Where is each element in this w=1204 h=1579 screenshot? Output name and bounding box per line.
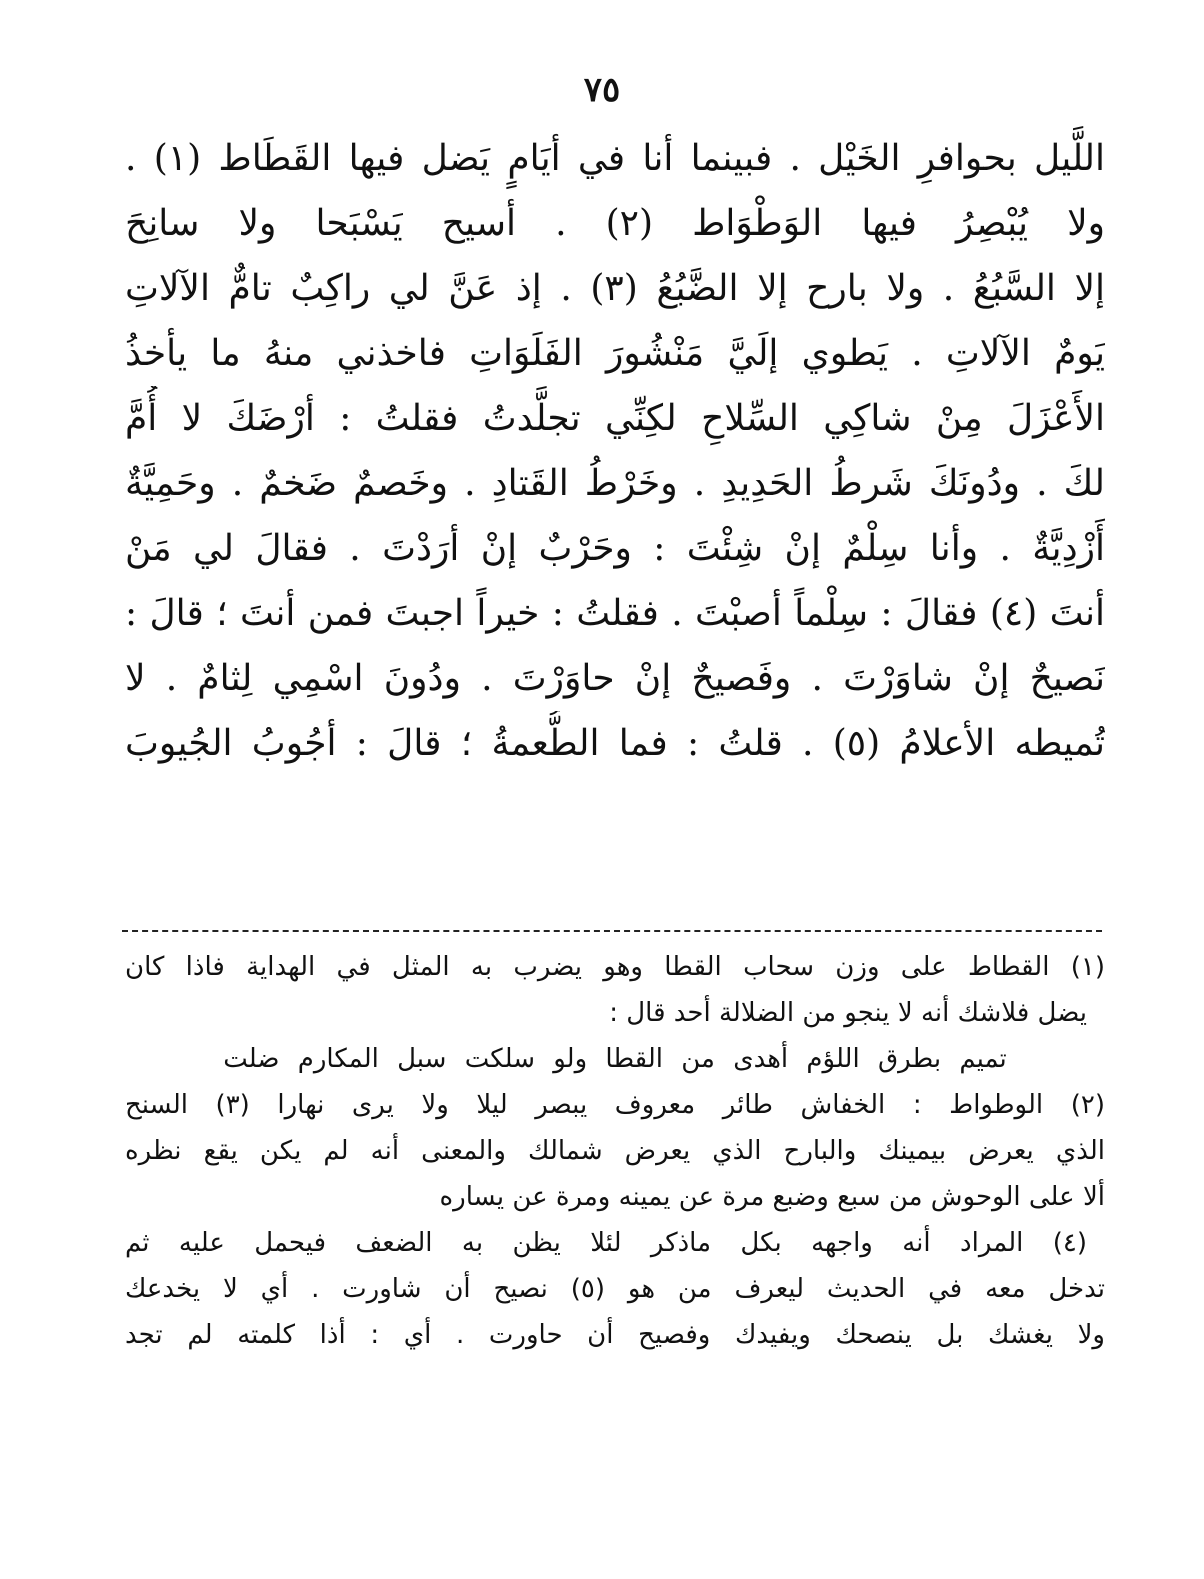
footnote-line-2: يضل فلاشك أنه لا ينجو من الضلالة أحد قال : [609, 998, 1087, 1028]
footnote-line-7: (٤) المراد أنه واجهه بكل ماذكر لئلا يظن به الضعف فيحمل عليه ثم [125, 1228, 1087, 1258]
page-number: ٧٥ [583, 70, 621, 110]
footnote-line-5: الذي يعرض بيمينك والبارح الذي يعرض شمالك والمعنى أنه لم يكن يقع نظره [125, 1136, 1105, 1166]
footnotes-block [125, 944, 1105, 1358]
main-text-line-3: إلا السَّبُعُ . ولا بارح إلا الضَّبُعُ (٣) . إذ عَنَّ لي راكِبٌ تامٌّ الآلاتِ [125, 268, 1105, 309]
main-text-line-9: نَصيحٌ إنْ شاوَرْتَ . وفَصيحٌ إنْ حاوَرْتَ . ودُونَ اسْمِي لِثامٌ . لا [125, 658, 1105, 699]
main-text-line-5: الأَعْزَلَ مِنْ شاكِي السِّلاحِ لكِنِّي تجلَّدتُ فقلتُ : أرْضَكَ لا أُمَّ [125, 398, 1105, 439]
main-text-line-8: أنتَ (٤) فقالَ : سِلْماً أصبْتَ . فقلتُ : خيراً اجبتَ فمن أنتَ ؛ قالَ : [125, 593, 1105, 634]
footnote-line-6: ألا على الوحوش من سبع وضبع مرة عن يمينه ومرة عن يساره [439, 1182, 1105, 1212]
main-text-line-4: يَومٌ الآلاتِ . يَطوي إلَيَّ مَنْشُورَ الفَلَوَاتِ فاخذني منهُ ما يأخذُ [125, 333, 1105, 374]
main-text-line-6: لكَ . ودُونَكَ شَرطُ الحَدِيدِ . وخَرْطُ القَتادِ . وخَصمٌ ضَخمٌ . وحَمِيَّةٌ [125, 463, 1105, 504]
main-text-line-7: أَزْدِيَّةٌ . وأنا سِلْمٌ إنْ شِئْتَ : وحَرْبٌ إنْ أرَدْتَ . فقالَ لي مَنْ [125, 528, 1105, 569]
footnote-line-9: ولا يغشك بل ينصحك ويفيدك وفصيح أن حاورت . أي : أذا كلمته لم تجد [125, 1320, 1105, 1350]
main-text-block [125, 126, 1105, 776]
main-text-line-1: اللَّيل بحوافرِ الخَيْل . فبينما أنا في أيَامٍ يَضل فيها القَطَاط (١) . [125, 138, 1105, 179]
main-text-line-2: ولا يُبْصِرُ فيها الوَطْوَاط (٢) . أسيح يَسْبَحا ولا سانِحَ [125, 203, 1105, 244]
footnote-separator [122, 930, 1102, 932]
footnote-line-4: (٢) الوطواط : الخفاش طائر معروف يبصر ليلا ولا يرى نهارا (٣) السنح [125, 1090, 1105, 1120]
footnote-line-1: (١) القطاط على وزن سحاب القطا وهو يضرب به المثل في الهداية فاذا كان [125, 952, 1105, 982]
footnote-line-8: تدخل معه في الحديث ليعرف من هو (٥) نصيح أن شاورت . أي لا يخدعك [125, 1274, 1105, 1304]
main-text-line-10: تُميطه الأعلامُ (٥) . قلتُ : فما الطُّعمةُ ؛ قالَ : أجُوبُ الجُيوبَ [125, 723, 1105, 764]
footnote-verse: تميم بطرق اللؤم أهدى من القطا ولو سلكت سبل المكارم ضلت [223, 1044, 1007, 1074]
